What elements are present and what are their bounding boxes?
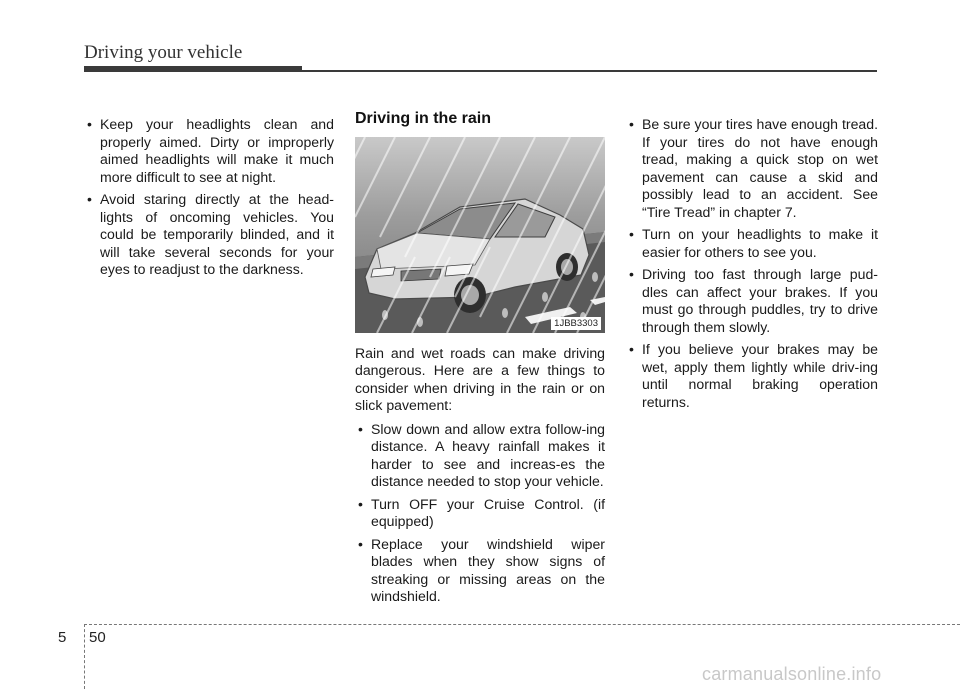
- text-column-1: [84, 116, 334, 284]
- page-header-title: Driving your vehicle: [84, 42, 243, 63]
- bullet-item: • Replace your windshield wiper blades when they show signs of streaking or missing areas on the windshield.: [355, 536, 605, 606]
- bullet-item: • Be sure your tires have enough tread. If your tires do not have enough tread, making a quick stop on wet pavement can cause a skid and possibly lead to an accident. See “Tire Tread” in chapter 7.: [626, 116, 878, 221]
- bullet-item: • Keep your headlights clean and properly aimed. Dirty or improperly aimed headlights will make it much more difficult to see at night.: [84, 116, 334, 186]
- car-in-rain-graphic: [355, 137, 605, 333]
- footer-divider: [84, 624, 85, 689]
- bullet-item: • Avoid staring directly at the head-lights of oncoming vehicles. You could be temporarily blinded, and it will take several seconds for your eyes to readjust to the darkness.: [84, 191, 334, 279]
- figure-code-label: 1JBB3303: [551, 317, 601, 330]
- text-column-3: [626, 116, 878, 416]
- bullet-item: • Turn OFF your Cruise Control. (if equipped): [355, 496, 605, 531]
- bullet-item: • Driving too fast through large pud-dles can affect your brakes. If you must go through puddles, try to drive through them slowly.: [626, 266, 878, 336]
- footer-rule: [84, 624, 960, 625]
- section-heading-driving-rain: Driving in the rain: [355, 110, 492, 127]
- page-number: 50: [89, 629, 106, 646]
- bullet-item: • Turn on your headlights to make it easier for others to see you.: [626, 226, 878, 261]
- bullet-item: • If you believe your brakes may be wet, apply them lightly while driv-ing until normal braking operation returns.: [626, 341, 878, 411]
- chapter-number: 5: [58, 629, 67, 646]
- header-rule-thin: [300, 70, 877, 72]
- bullet-list-2: [355, 421, 605, 606]
- text-column-2: [355, 110, 605, 611]
- watermark-text: carmanualsonline.info: [702, 664, 882, 684]
- rain-car-illustration: [355, 137, 605, 333]
- bullet-item: • Slow down and allow extra follow-ing distance. A heavy rainfall makes it harder to see and increas-es the distance needed to stop your vehicle.: [355, 421, 605, 491]
- bullet-list-1: [84, 116, 334, 279]
- header-rule-thick: [84, 66, 302, 72]
- bullet-list-3: [626, 116, 878, 411]
- intro-paragraph: Rain and wet roads can make driving dangerous. Here are a few things to consider when driving in the rain or on slick pavement:: [355, 344, 605, 413]
